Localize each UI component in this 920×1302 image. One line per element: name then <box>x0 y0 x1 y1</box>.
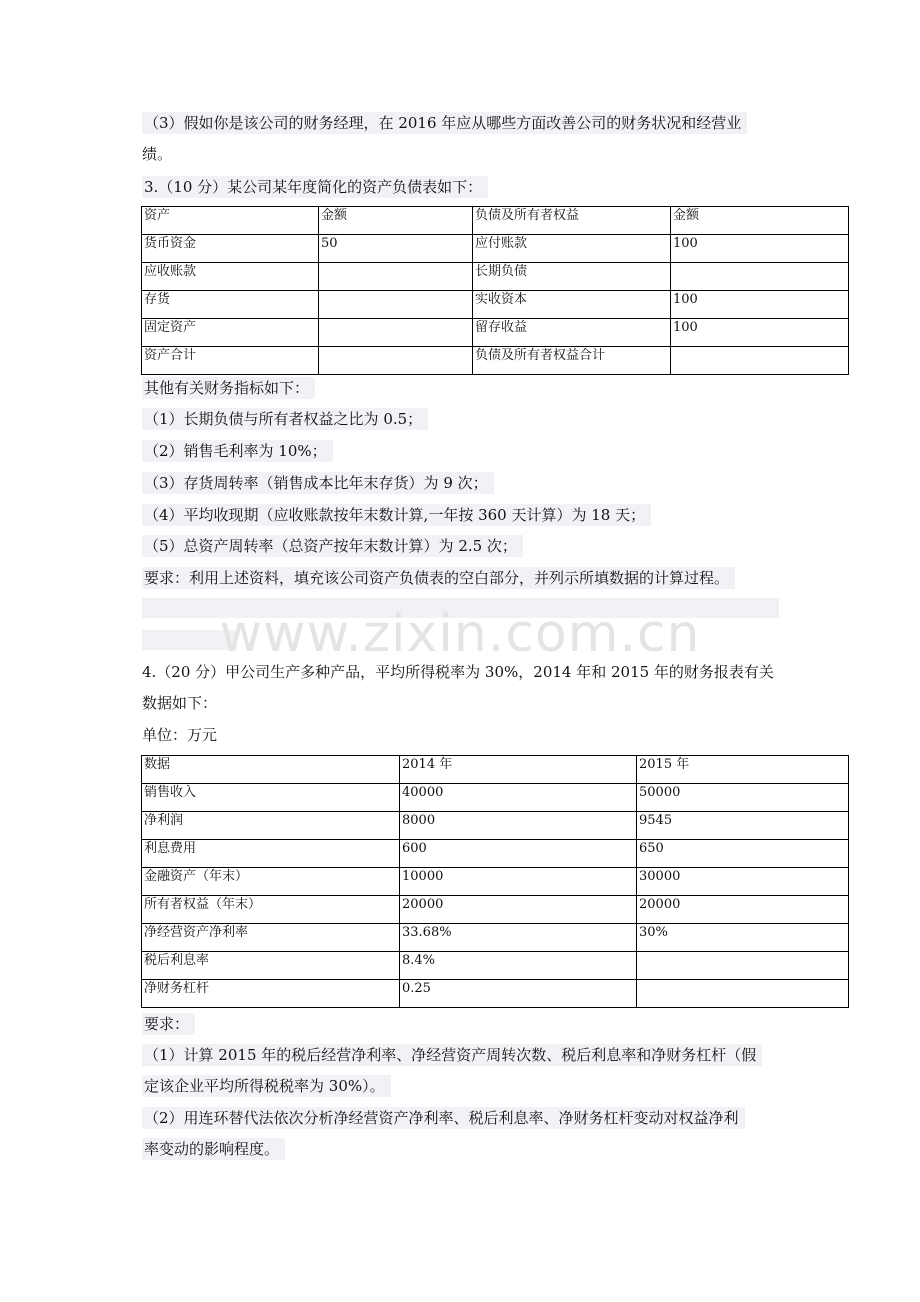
table-cell: 利息费用 <box>142 840 400 868</box>
table-cell: 100 <box>671 291 849 319</box>
table-cell <box>319 319 473 347</box>
table-cell: 净财务杠杆 <box>142 980 400 1008</box>
table-cell: 留存收益 <box>473 319 671 347</box>
table-row <box>142 263 849 291</box>
table-cell: 600 <box>400 840 637 868</box>
table-cell: 20000 <box>400 896 637 924</box>
req2-line1: （2）用连环替代法依次分析净经营资产净利率、税后利息率、净财务杠杆变动对权益净利 <box>142 1108 745 1128</box>
financial-data-table <box>141 755 849 1008</box>
table-cell: 8000 <box>400 812 637 840</box>
table-cell: 8.4% <box>400 952 637 980</box>
table-cell: 实收资本 <box>473 291 671 319</box>
table-cell: 20000 <box>637 896 849 924</box>
table-cell: 存货 <box>142 291 319 319</box>
problem4-req-title: 要求： <box>142 1014 195 1034</box>
table-cell <box>671 263 849 291</box>
table-cell: 金融资产（年末） <box>142 868 400 896</box>
table-cell: 650 <box>637 840 849 868</box>
table-cell: 金额 <box>319 207 473 235</box>
table-row <box>142 319 849 347</box>
table-cell: 100 <box>671 319 849 347</box>
table-cell: 负债及所有者权益合计 <box>473 347 671 375</box>
other-indicators-title: 其他有关财务指标如下： <box>142 378 315 398</box>
table-cell: 9545 <box>637 812 849 840</box>
table-row <box>142 812 849 840</box>
table-cell: 销售收入 <box>142 784 400 812</box>
table-row <box>142 952 849 980</box>
table-cell: 40000 <box>400 784 637 812</box>
table-row <box>142 868 849 896</box>
watermark: www.zixin.com.cn <box>219 604 701 664</box>
problem4-title-line2: 数据如下： <box>142 694 218 712</box>
req1-line2: 定该企业平均所得税税率为 30%）。 <box>142 1076 391 1096</box>
table-row <box>142 347 849 375</box>
table-cell: 10000 <box>400 868 637 896</box>
table-row <box>142 840 849 868</box>
table-cell: 100 <box>671 235 849 263</box>
table-cell <box>319 347 473 375</box>
table-row <box>142 235 849 263</box>
table-cell: 2014 年 <box>400 756 637 784</box>
table-row <box>142 980 849 1008</box>
table-cell: 长期负债 <box>473 263 671 291</box>
condition-3: （3）存货周转率（销售成本比年末存货）为 9 次； <box>142 473 494 493</box>
table-cell: 资产合计 <box>142 347 319 375</box>
table-cell: 资产 <box>142 207 319 235</box>
table-cell: 税后利息率 <box>142 952 400 980</box>
q3-text-line1: （3）假如你是该公司的财务经理，在 2016 年应从哪些方面改善公司的财务状况和经营业 <box>142 113 747 133</box>
table-cell <box>319 263 473 291</box>
condition-4: （4）平均收现期（应收账款按年末数计算,一年按 360 天计算）为 18 天； <box>142 505 651 525</box>
req2-line2: 率变动的影响程度。 <box>142 1139 285 1159</box>
table-cell: 净经营资产净利率 <box>142 924 400 952</box>
table-cell: 净利润 <box>142 812 400 840</box>
table-cell: 货币资金 <box>142 235 319 263</box>
table-header-row <box>142 207 849 235</box>
table-cell: 应付账款 <box>473 235 671 263</box>
table-row <box>142 784 849 812</box>
table-row <box>142 896 849 924</box>
condition-2: （2）销售毛利率为 10%； <box>142 441 333 461</box>
table-cell: 2015 年 <box>637 756 849 784</box>
table-cell: 金额 <box>671 207 849 235</box>
table-cell: 应收账款 <box>142 263 319 291</box>
problem3-requirement: 要求：利用上述资料，填充该公司资产负债表的空白部分，并列示所填数据的计算过程。 <box>142 568 735 588</box>
table-cell <box>319 291 473 319</box>
problem3-title: 3.（10 分）某公司某年度简化的资产负债表如下： <box>142 177 488 197</box>
table-cell: 0.25 <box>400 980 637 1008</box>
balance-sheet-table <box>141 206 849 375</box>
table-cell <box>637 980 849 1008</box>
table-header-row <box>142 756 849 784</box>
table-cell: 数据 <box>142 756 400 784</box>
req1-line1: （1）计算 2015 年的税后经营净利率、净经营资产周转次数、税后利息率和净财务杠杆（假 <box>142 1045 762 1065</box>
table-cell <box>637 952 849 980</box>
table-cell: 所有者权益（年末） <box>142 896 400 924</box>
table-cell: 50000 <box>637 784 849 812</box>
table-cell: 固定资产 <box>142 319 319 347</box>
table-cell: 33.68% <box>400 924 637 952</box>
table-cell <box>671 347 849 375</box>
table-cell: 30% <box>637 924 849 952</box>
table-cell: 负债及所有者权益 <box>473 207 671 235</box>
table-row <box>142 924 849 952</box>
condition-1: （1）长期负债与所有者权益之比为 0.5； <box>142 409 428 429</box>
table-cell: 50 <box>319 235 473 263</box>
table-row <box>142 291 849 319</box>
table-cell: 30000 <box>637 868 849 896</box>
unit-label: 单位：万元 <box>142 726 218 744</box>
problem4-title-line1: 4.（20 分）甲公司生产多种产品，平均所得税率为 30%，2014 年和 2015 年的财务报表有关 <box>142 663 774 681</box>
condition-5: （5）总资产周转率（总资产按年末数计算）为 2.5 次； <box>142 536 523 556</box>
q3-text-line2: 绩。 <box>142 145 173 163</box>
